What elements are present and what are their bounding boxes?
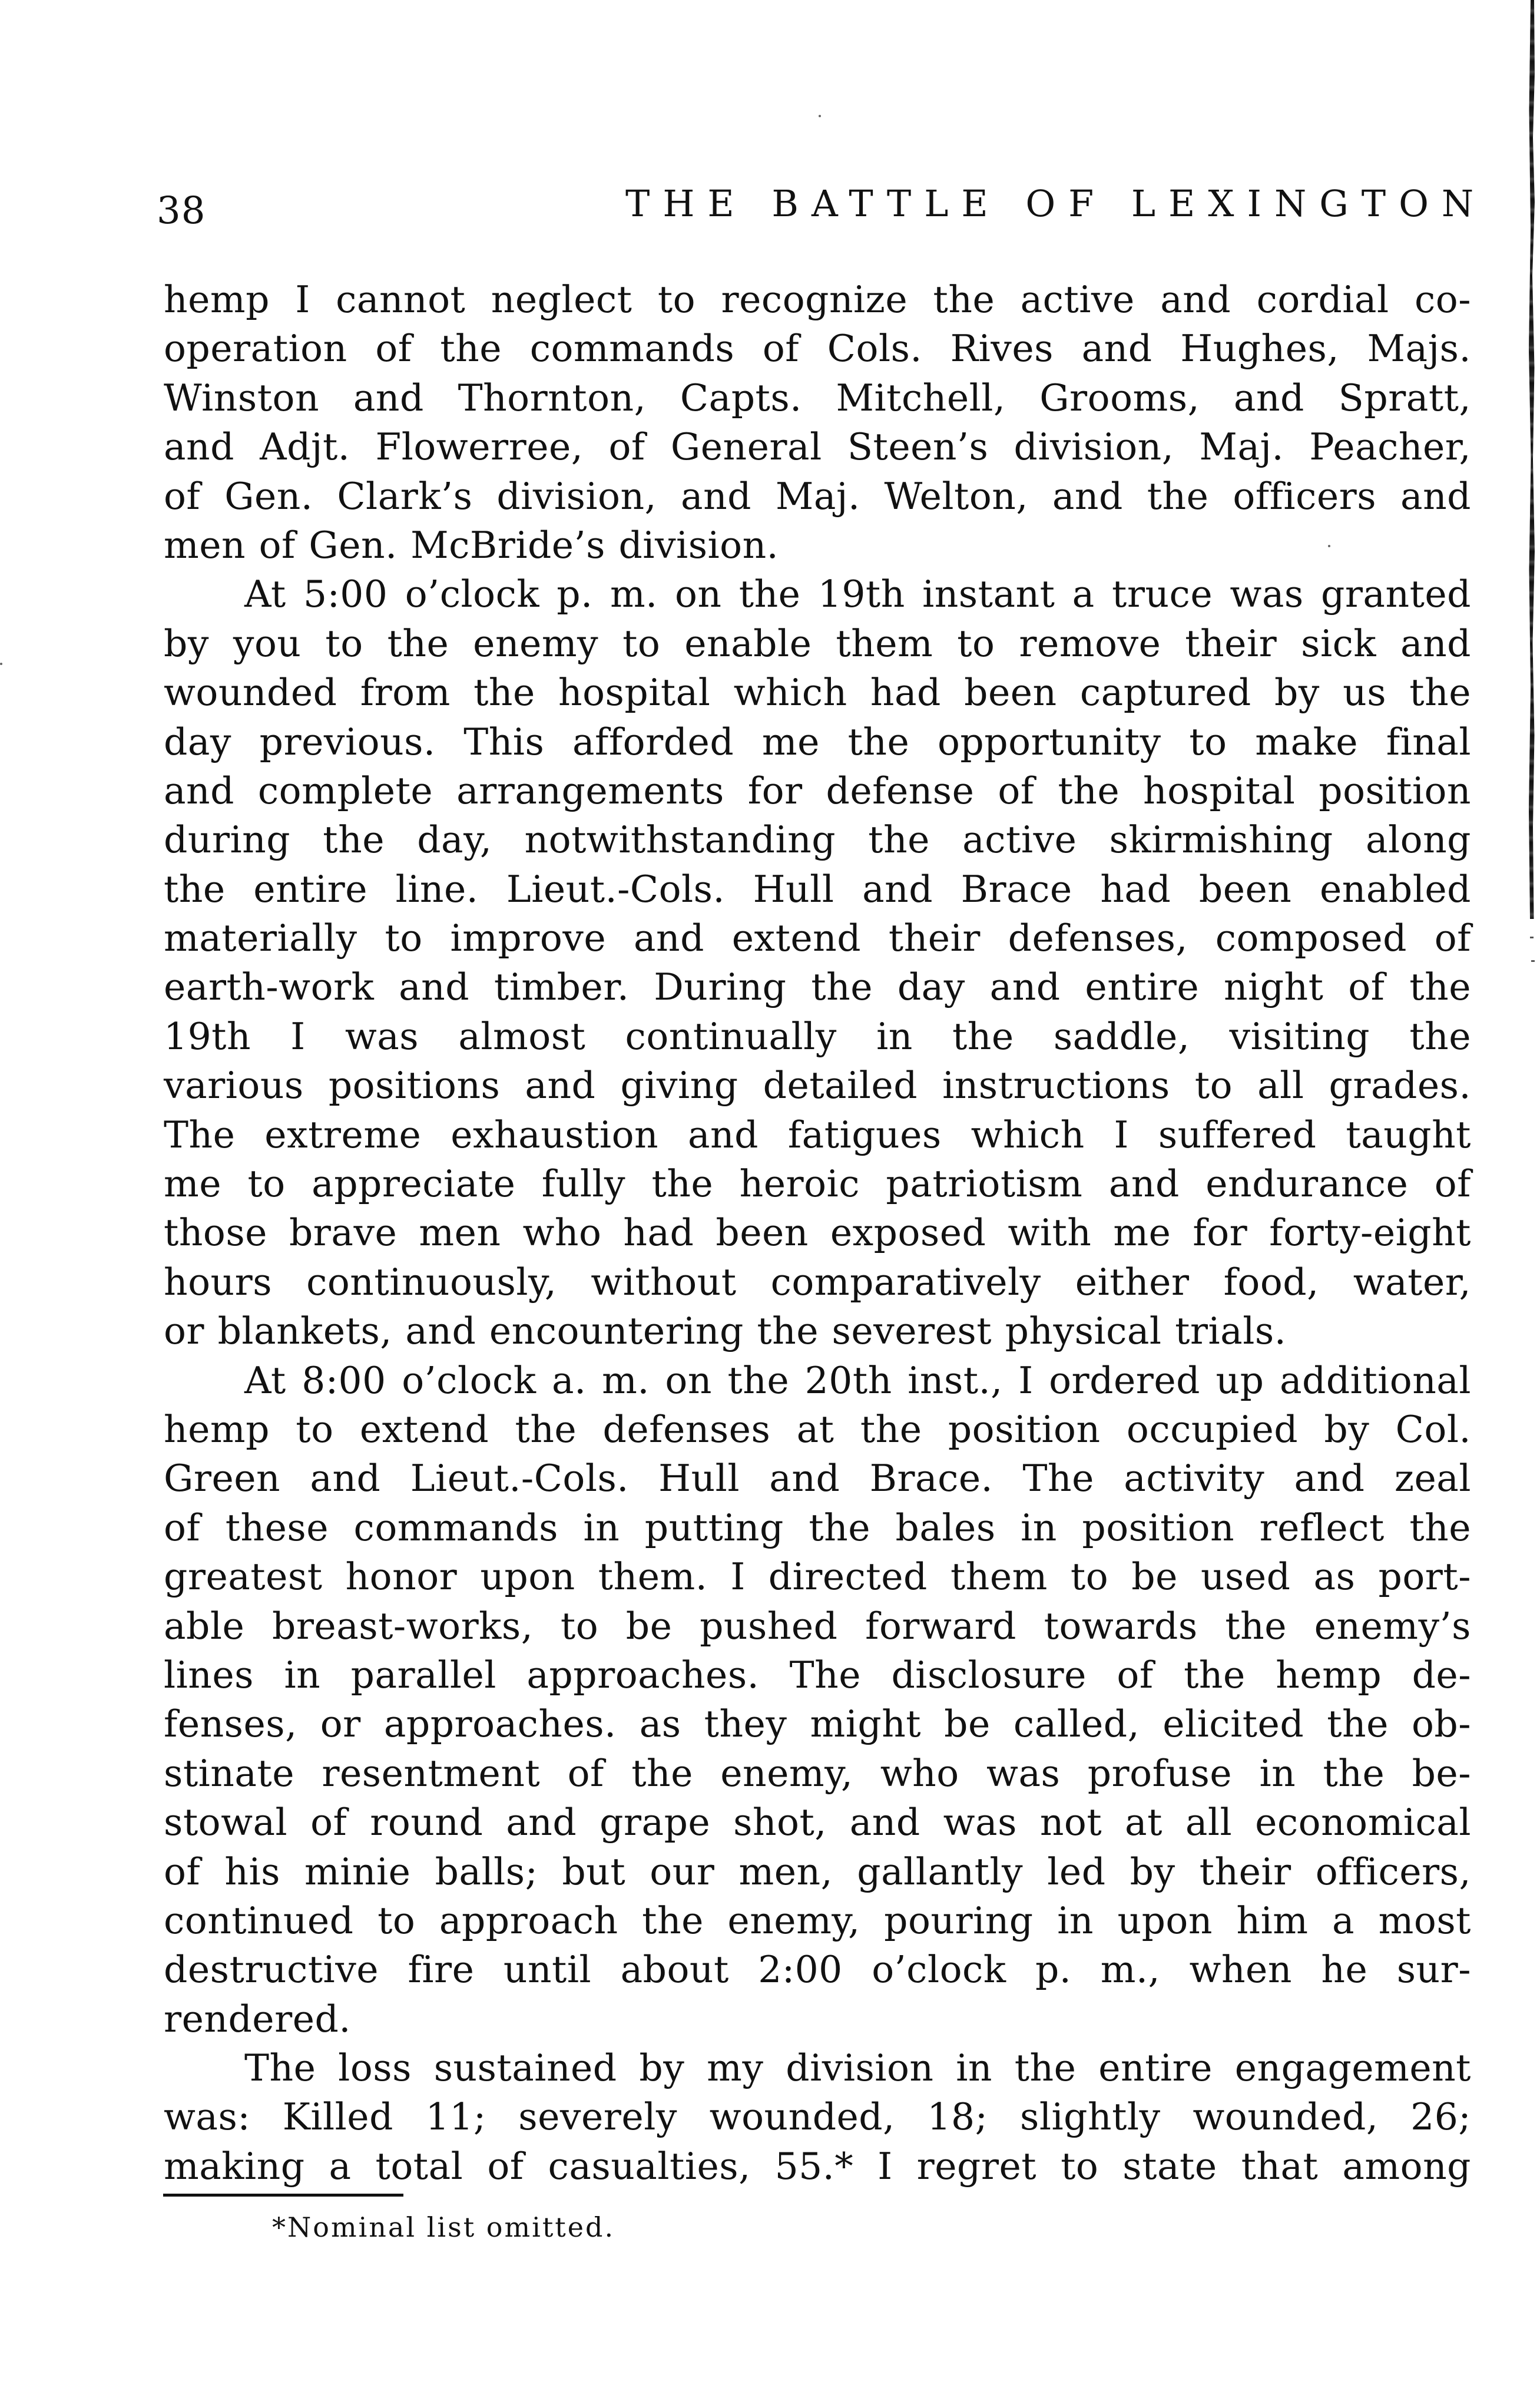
text-line: those brave men who had been exposed with me for forty-eight xyxy=(164,1211,1471,1255)
text-line: earth-work and timber. During the day and entire night of the xyxy=(164,965,1471,1009)
text-line: The extreme exhaustion and fatigues which I suffered taught xyxy=(164,1113,1471,1156)
text-line: hemp I cannot neglect to recognize the active and cordial co- xyxy=(164,278,1471,321)
text-line: 19th I was almost continually in the saddle, visiting the xyxy=(164,1014,1471,1058)
text-line: hemp to extend the defenses at the position occupied by Col. xyxy=(164,1407,1471,1451)
text-line: The loss sustained by my division in the entire engagement xyxy=(244,2046,1471,2090)
text-line: greatest honor upon them. I directed them to be used as port- xyxy=(164,1555,1471,1599)
text-line: me to appreciate fully the heroic patriotism and endurance of xyxy=(164,1162,1471,1206)
text-line: lines in parallel approaches. The disclosure of the hemp de- xyxy=(164,1653,1471,1696)
text-line: stowal of round and grape shot, and was not at all economical xyxy=(164,1801,1471,1844)
text-line: by you to the enemy to enable them to remove their sick and xyxy=(164,621,1471,665)
page-number: 38 xyxy=(157,189,206,233)
body-text xyxy=(164,275,1471,2191)
text-line: At 8:00 o’clock a. m. on the 20th inst., I ordered up additional xyxy=(244,1358,1471,1402)
text-line: or blankets, and encountering the severest physical trials. xyxy=(164,1309,1287,1353)
text-line: making a total of casualties, 55.* I regret to state that among xyxy=(164,2144,1471,2188)
scanned-page-edge xyxy=(1529,0,1535,919)
text-line: day previous. This afforded me the opportunity to make final xyxy=(164,720,1471,763)
page-edge-mark xyxy=(1530,937,1534,938)
text-line: Green and Lieut.-Cols. Hull and Brace. The activity and zeal xyxy=(164,1457,1471,1500)
text-line: various positions and giving detailed instructions to all grades. xyxy=(164,1064,1471,1107)
text-line: of Gen. Clark’s division, and Maj. Welton, and the officers and xyxy=(164,474,1471,518)
text-line: during the day, notwithstanding the active skirmishing along xyxy=(164,818,1471,862)
text-line: and complete arrangements for defense of the hospital position xyxy=(164,769,1471,812)
footnote: *Nominal list omitted. xyxy=(272,2211,615,2243)
text-line: men of Gen. McBride’s division. xyxy=(164,523,779,567)
text-line: of his minie balls; but our men, gallantly led by their officers, xyxy=(164,1850,1471,1893)
text-line: stinate resentment of the enemy, who was profuse in the be- xyxy=(164,1751,1471,1795)
text-line: Winston and Thornton, Capts. Mitchell, Grooms, and Spratt, xyxy=(164,376,1471,419)
text-line: continued to approach the enemy, pouring in upon him a most xyxy=(164,1899,1471,1942)
text-line: materially to improve and extend their defenses, composed of xyxy=(164,917,1471,960)
text-line: destructive fire until about 2:00 o’clock p. m., when he sur- xyxy=(164,1948,1471,1992)
page-edge-mark xyxy=(1531,960,1535,962)
text-line: the entire line. Lieut.-Cols. Hull and Brace had been enabled xyxy=(164,867,1471,911)
text-line: of these commands in putting the bales in position reflect the xyxy=(164,1506,1471,1549)
text-line: able breast-works, to be pushed forward towards the enemy’s xyxy=(164,1604,1471,1648)
text-line: and Adjt. Flowerree, of General Steen’s division, Maj. Peacher, xyxy=(164,425,1471,469)
scan-speck xyxy=(819,115,821,117)
text-line: operation of the commands of Cols. Rives and Hughes, Majs. xyxy=(164,327,1471,371)
running-head: THE BATTLE OF LEXINGTON xyxy=(625,182,1487,225)
scan-speck xyxy=(0,663,2,665)
text-line: fenses, or approaches. as they might be called, elicited the ob- xyxy=(164,1702,1471,1746)
text-line: was: Killed 11; severely wounded, 18; slightly wounded, 26; xyxy=(164,2095,1471,2139)
footnote-rule xyxy=(163,2194,403,2197)
text-line: hours continuously, without comparatively either food, water, xyxy=(164,1260,1471,1304)
text-line: wounded from the hospital which had been captured by us the xyxy=(164,671,1471,715)
text-line: At 5:00 o’clock p. m. on the 19th instant a truce was granted xyxy=(244,573,1471,616)
text-line: rendered. xyxy=(164,1997,351,2040)
